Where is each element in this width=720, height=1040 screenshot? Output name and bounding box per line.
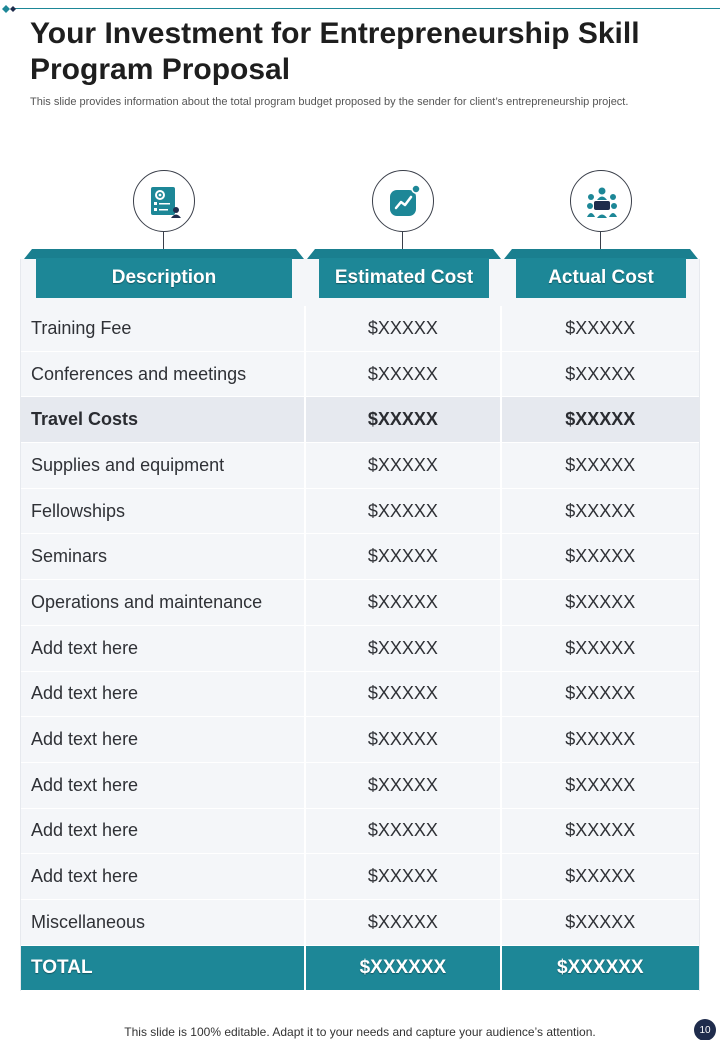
row-actual-cost: $XXXXX [502, 900, 699, 945]
row-description: Add text here [21, 763, 306, 808]
page-title: Your Investment for Entrepreneurship Skill Program Proposal [30, 17, 640, 86]
row-estimated-cost: $XXXXX [306, 397, 501, 442]
row-description: Add text here [21, 854, 306, 899]
diamond-dots-icon [2, 4, 22, 14]
row-actual-cost: $XXXXX [502, 352, 699, 397]
row-description: Add text here [21, 672, 306, 717]
total-label: TOTAL [21, 946, 306, 990]
table-row [21, 534, 699, 580]
header-actual-cost: Actual Cost [504, 249, 698, 298]
header-description: Description [24, 249, 304, 298]
description-icon-badge [133, 170, 195, 250]
row-estimated-cost: $XXXXX [306, 580, 501, 625]
table-row [21, 854, 699, 900]
growth-chart-icon [387, 185, 421, 219]
row-actual-cost: $XXXXX [502, 763, 699, 808]
row-estimated-cost: $XXXXX [306, 443, 501, 488]
row-estimated-cost: $XXXXX [306, 809, 501, 854]
row-actual-cost: $XXXXX [502, 534, 699, 579]
row-actual-cost: $XXXXX [502, 809, 699, 854]
total-actual-cost: $XXXXXX [502, 946, 699, 990]
table-row [21, 900, 699, 946]
row-actual-cost: $XXXXX [502, 854, 699, 899]
page-subtitle: This slide provides information about the total program budget proposed by the sender for client’s entrepreneurship project. [30, 96, 629, 108]
row-actual-cost: $XXXXX [502, 626, 699, 671]
row-estimated-cost: $XXXXX [306, 489, 501, 534]
row-description: Supplies and equipment [21, 443, 306, 488]
row-estimated-cost: $XXXXX [306, 672, 501, 717]
row-actual-cost: $XXXXX [502, 717, 699, 762]
row-actual-cost: $XXXXX [502, 580, 699, 625]
row-actual-cost: $XXXXX [502, 397, 699, 442]
table-row [21, 763, 699, 809]
total-estimated-cost: $XXXXXX [306, 946, 501, 990]
row-description: Miscellaneous [21, 900, 306, 945]
table-row [21, 809, 699, 855]
table-row [21, 672, 699, 718]
table-row [21, 626, 699, 672]
row-description: Travel Costs [21, 397, 306, 442]
row-estimated-cost: $XXXXX [306, 306, 501, 351]
row-estimated-cost: $XXXXX [306, 763, 501, 808]
row-actual-cost: $XXXXX [502, 672, 699, 717]
table-row [21, 397, 699, 443]
actual-cost-icon-badge [570, 170, 632, 250]
row-description: Operations and maintenance [21, 580, 306, 625]
table-row [21, 489, 699, 535]
team-meeting-icon [585, 185, 619, 219]
table-row [21, 352, 699, 398]
table-row [21, 443, 699, 489]
row-description: Seminars [21, 534, 306, 579]
row-description: Add text here [21, 809, 306, 854]
header-estimated-cost: Estimated Cost [307, 249, 501, 298]
checklist-settings-icon [148, 185, 182, 219]
row-estimated-cost: $XXXXX [306, 900, 501, 945]
row-actual-cost: $XXXXX [502, 489, 699, 534]
row-estimated-cost: $XXXXX [306, 626, 501, 671]
row-estimated-cost: $XXXXX [306, 717, 501, 762]
row-description: Fellowships [21, 489, 306, 534]
row-description: Add text here [21, 717, 306, 762]
row-actual-cost: $XXXXX [502, 306, 699, 351]
row-description: Conferences and meetings [21, 352, 306, 397]
row-description: Add text here [21, 626, 306, 671]
top-rule [14, 8, 720, 9]
row-actual-cost: $XXXXX [502, 443, 699, 488]
estimated-cost-icon-badge [372, 170, 434, 250]
row-estimated-cost: $XXXXX [306, 534, 501, 579]
row-estimated-cost: $XXXXX [306, 352, 501, 397]
table-row [21, 717, 699, 763]
row-estimated-cost: $XXXXX [306, 854, 501, 899]
table-row [21, 306, 699, 352]
total-row [21, 946, 699, 991]
budget-table [20, 259, 700, 991]
row-description: Training Fee [21, 306, 306, 351]
table-row [21, 580, 699, 626]
page-number: 10 [694, 1019, 716, 1040]
footer-note: This slide is 100% editable. Adapt it to your needs and capture your audience’s attention. [124, 1025, 596, 1039]
